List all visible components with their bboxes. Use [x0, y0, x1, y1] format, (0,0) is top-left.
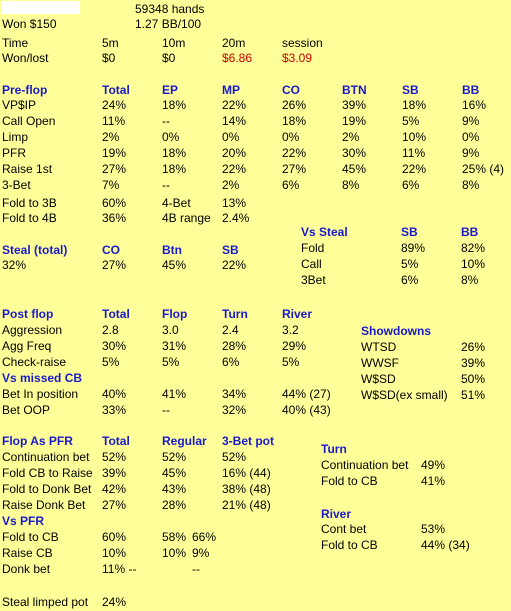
fold-to-3b-value: 60% — [102, 196, 127, 210]
preflop-row-label: Call Open — [2, 114, 56, 128]
vs-steal-row-value: 6% — [401, 273, 419, 287]
preflop-row-value: -- — [162, 114, 170, 128]
flop-pfr-row-value: 21% (48) — [222, 498, 271, 512]
wonlost-20m: $6.86 — [222, 51, 253, 65]
preflop-col-total: Total — [102, 83, 130, 97]
preflop-row-value: 19% — [342, 114, 367, 128]
vs-missed-cb-row-value: 33% — [102, 403, 127, 417]
postflop-row-label: Agg Freq — [2, 339, 52, 353]
vs-missed-cb-row-value: 32% — [222, 403, 247, 417]
vs-missed-cb-row-value: 40% (43) — [282, 403, 331, 417]
preflop-row-value: 26% — [282, 98, 307, 112]
vs-missed-cb-row-value: 44% (27) — [282, 387, 331, 401]
preflop-row-value: 0% — [462, 130, 480, 144]
preflop-row-label: PFR — [2, 146, 26, 160]
preflop-row-value: 8% — [342, 178, 360, 192]
fold-to-4b-value: 36% — [102, 211, 127, 225]
preflop-row-value: 11% — [402, 146, 426, 160]
time-col-5m: 5m — [102, 36, 119, 50]
preflop-row-value: 18% — [282, 114, 307, 128]
flop-pfr-col-total: Total — [102, 434, 130, 448]
preflop-row-value: 9% — [462, 114, 480, 128]
preflop-row-value: -- — [162, 178, 170, 192]
preflop-row-value: 0% — [282, 130, 300, 144]
flop-pfr-row-value: 52% — [102, 450, 127, 464]
vs-pfr-row-value: 9% — [192, 546, 210, 560]
preflop-title: Pre-flop — [2, 83, 48, 97]
four-bet-range-value: 2.4% — [222, 211, 250, 225]
preflop-row-value: 22% — [282, 146, 307, 160]
flop-pfr-row-label: Fold CB to Raise — [2, 466, 93, 480]
preflop-row-value: 39% — [342, 98, 367, 112]
preflop-col-ep: EP — [162, 83, 179, 97]
flop-pfr-row-value: 38% (48) — [222, 482, 271, 496]
postflop-row-value: 5% — [102, 355, 120, 369]
wonlost-session: $3.09 — [282, 51, 313, 65]
preflop-row-value: 5% — [402, 114, 420, 128]
steal-title: Steal (total) — [2, 243, 68, 257]
preflop-row-value: 22% — [222, 162, 247, 176]
showdowns-row-label: W$SD — [361, 372, 396, 386]
postflop-row-value: 6% — [222, 355, 240, 369]
showdowns-row-value: 26% — [461, 340, 486, 354]
postflop-row-value: 31% — [162, 339, 187, 353]
vs-missed-cb-title: Vs missed CB — [2, 371, 83, 385]
postflop-col-turn: Turn — [222, 307, 248, 321]
vs-pfr-row-value: 58% — [162, 530, 187, 544]
turn-title: Turn — [321, 442, 347, 456]
flop-pfr-col-3bet-pot: 3-Bet pot — [222, 434, 274, 448]
vs-steal-col-sb: SB — [401, 225, 418, 239]
wonlost-5m: $0 — [102, 51, 116, 65]
vs-missed-cb-row-label: Bet OOP — [2, 403, 51, 417]
preflop-row-value: 30% — [342, 146, 367, 160]
preflop-row-value: 2% — [222, 178, 240, 192]
vs-steal-row-label: Call — [301, 257, 322, 271]
vs-steal-row-value: 5% — [401, 257, 419, 271]
wonlost-10m: $0 — [162, 51, 176, 65]
preflop-row-value: 22% — [222, 98, 247, 112]
showdowns-row-value: 50% — [461, 372, 486, 386]
showdowns-row-value: 39% — [461, 356, 486, 370]
river-row-value: 44% (34) — [421, 538, 470, 552]
vs-missed-cb-row-value: -- — [162, 403, 170, 417]
vs-pfr-title: Vs PFR — [2, 514, 45, 528]
preflop-row-value: 20% — [222, 146, 247, 160]
vs-pfr-row-value: 11% -- — [102, 562, 137, 576]
steal-col-co: CO — [102, 243, 120, 257]
turn-row-value: 41% — [421, 474, 446, 488]
vs-steal-row-label: 3Bet — [301, 273, 326, 287]
postflop-row-label: Check-raise — [2, 355, 67, 369]
four-bet-value: 13% — [222, 196, 247, 210]
preflop-col-btn: BTN — [342, 83, 367, 97]
fold-to-3b-label: Fold to 3B — [2, 196, 57, 210]
preflop-row-value: 18% — [162, 162, 187, 176]
preflop-row-value: 18% — [162, 146, 187, 160]
vs-pfr-row-value: 10% — [102, 546, 127, 560]
fold-to-4b-label: Fold to 4B — [2, 211, 57, 225]
vs-missed-cb-row-label: Bet In position — [2, 387, 79, 401]
steal-sb-value: 22% — [222, 258, 247, 272]
preflop-row-label: Limp — [2, 130, 29, 144]
postflop-row-value: 5% — [162, 355, 180, 369]
four-bet-label: 4-Bet — [162, 196, 191, 210]
preflop-row-value: 27% — [282, 162, 307, 176]
vs-pfr-row-value: 60% — [102, 530, 127, 544]
flop-pfr-title: Flop As PFR — [2, 434, 73, 448]
preflop-row-value: 6% — [402, 178, 420, 192]
showdowns-row-label: WWSF — [361, 356, 399, 370]
vs-steal-row-value: 10% — [461, 257, 486, 271]
flop-pfr-row-value: 52% — [222, 450, 247, 464]
flop-pfr-row-value: 42% — [102, 482, 127, 496]
turn-row-label: Fold to CB — [321, 474, 378, 488]
preflop-row-label: Raise 1st — [2, 162, 53, 176]
preflop-row-label: VP$IP — [2, 98, 37, 112]
preflop-col-mp: MP — [222, 83, 240, 97]
flop-pfr-col-regular: Regular — [162, 434, 207, 448]
preflop-row-value: 10% — [402, 130, 427, 144]
flop-pfr-row-value: 27% — [102, 498, 127, 512]
preflop-row-value: 19% — [102, 146, 127, 160]
steal-btn-value: 45% — [162, 258, 187, 272]
preflop-row-value: 6% — [282, 178, 300, 192]
postflop-row-value: 2.8 — [102, 323, 119, 337]
steal-col-sb: SB — [222, 243, 239, 257]
flop-pfr-row-value: 39% — [102, 466, 127, 480]
flop-pfr-row-value: 28% — [162, 498, 187, 512]
showdowns-title: Showdowns — [361, 324, 431, 338]
vs-missed-cb-row-value: 34% — [222, 387, 247, 401]
time-label: Time — [2, 36, 29, 50]
vs-pfr-row-label: Donk bet — [2, 562, 51, 576]
showdowns-row-label: WTSD — [361, 340, 397, 354]
preflop-row-value: 2% — [102, 130, 120, 144]
vs-pfr-row-label: Raise CB — [2, 546, 53, 560]
preflop-row-value: 18% — [162, 98, 187, 112]
postflop-col-total: Total — [102, 307, 130, 321]
postflop-row-value: 5% — [282, 355, 300, 369]
time-col-20m: 20m — [222, 36, 246, 50]
vs-steal-row-value: 8% — [461, 273, 479, 287]
river-row-value: 53% — [421, 522, 446, 536]
preflop-col-bb: BB — [462, 83, 480, 97]
vs-steal-row-label: Fold — [301, 241, 325, 255]
bb-per-100: 1.27 BB/100 — [135, 17, 202, 31]
time-col-session: session — [282, 36, 323, 50]
flop-pfr-row-label: Continuation bet — [2, 450, 90, 464]
preflop-row-value: 16% — [462, 98, 487, 112]
vs-steal-col-bb: BB — [461, 225, 479, 239]
four-bet-range-label: 4B range — [162, 211, 211, 225]
postflop-row-value: 29% — [282, 339, 307, 353]
showdowns-row-label: W$SD(ex small) — [361, 388, 448, 402]
preflop-row-value: 0% — [162, 130, 180, 144]
showdowns-row-value: 51% — [461, 388, 486, 402]
steal-limped-pot-label: Steal limped pot — [2, 595, 89, 609]
player-name-redacted — [2, 1, 80, 14]
vs-pfr-row-value: 10% — [162, 546, 187, 560]
flop-pfr-row-value: 43% — [162, 482, 187, 496]
postflop-row-label: Aggression — [2, 323, 63, 337]
preflop-row-value: 14% — [222, 114, 247, 128]
steal-co-value: 27% — [102, 258, 127, 272]
flop-pfr-row-value: 45% — [162, 466, 187, 480]
preflop-row-value: 25% (4) — [462, 162, 505, 176]
postflop-row-value: 30% — [102, 339, 127, 353]
river-row-label: Cont bet — [321, 522, 367, 536]
vs-missed-cb-row-value: 40% — [102, 387, 127, 401]
preflop-col-co: CO — [282, 83, 300, 97]
vs-missed-cb-row-value: 41% — [162, 387, 187, 401]
river-row-label: Fold to CB — [321, 538, 378, 552]
preflop-row-value: 9% — [462, 146, 480, 160]
preflop-row-value: 45% — [342, 162, 367, 176]
preflop-row-value: 18% — [402, 98, 427, 112]
postflop-row-value: 3.0 — [162, 323, 179, 337]
won-amount: Won $150 — [2, 17, 57, 31]
vs-pfr-row-value: 66% — [192, 530, 217, 544]
wonlost-label: Won/lost — [2, 51, 49, 65]
postflop-row-value: 2.4 — [222, 323, 239, 337]
vs-pfr-row-value: -- — [192, 562, 200, 576]
river-title: River — [321, 507, 352, 521]
preflop-row-value: 24% — [102, 98, 127, 112]
postflop-row-value: 3.2 — [282, 323, 299, 337]
turn-row-value: 49% — [421, 458, 446, 472]
preflop-row-value: 8% — [462, 178, 480, 192]
postflop-col-flop: Flop — [162, 307, 188, 321]
preflop-row-value: 7% — [102, 178, 120, 192]
flop-pfr-row-label: Fold to Donk Bet — [2, 482, 92, 496]
preflop-row-value: 0% — [222, 130, 240, 144]
vs-pfr-row-label: Fold to CB — [2, 530, 59, 544]
postflop-title: Post flop — [2, 307, 54, 321]
preflop-col-sb: SB — [402, 83, 419, 97]
vs-steal-title: Vs Steal — [301, 225, 348, 239]
postflop-row-value: 28% — [222, 339, 247, 353]
preflop-row-value: 22% — [402, 162, 427, 176]
preflop-row-value: 11% — [102, 114, 126, 128]
flop-pfr-row-value: 52% — [162, 450, 187, 464]
steal-limped-pot-value: 24% — [102, 595, 127, 609]
vs-steal-row-value: 89% — [401, 241, 426, 255]
preflop-row-value: 2% — [342, 130, 360, 144]
steal-total-value: 32% — [2, 258, 27, 272]
postflop-col-river: River — [282, 307, 313, 321]
time-col-10m: 10m — [162, 36, 186, 50]
flop-pfr-row-value: 16% (44) — [222, 466, 271, 480]
preflop-row-value: 27% — [102, 162, 127, 176]
preflop-row-label: 3-Bet — [2, 178, 31, 192]
hands-count: 59348 hands — [135, 2, 205, 16]
vs-steal-row-value: 82% — [461, 241, 486, 255]
turn-row-label: Continuation bet — [321, 458, 409, 472]
steal-col-btn: Btn — [162, 243, 182, 257]
flop-pfr-row-label: Raise Donk Bet — [2, 498, 86, 512]
